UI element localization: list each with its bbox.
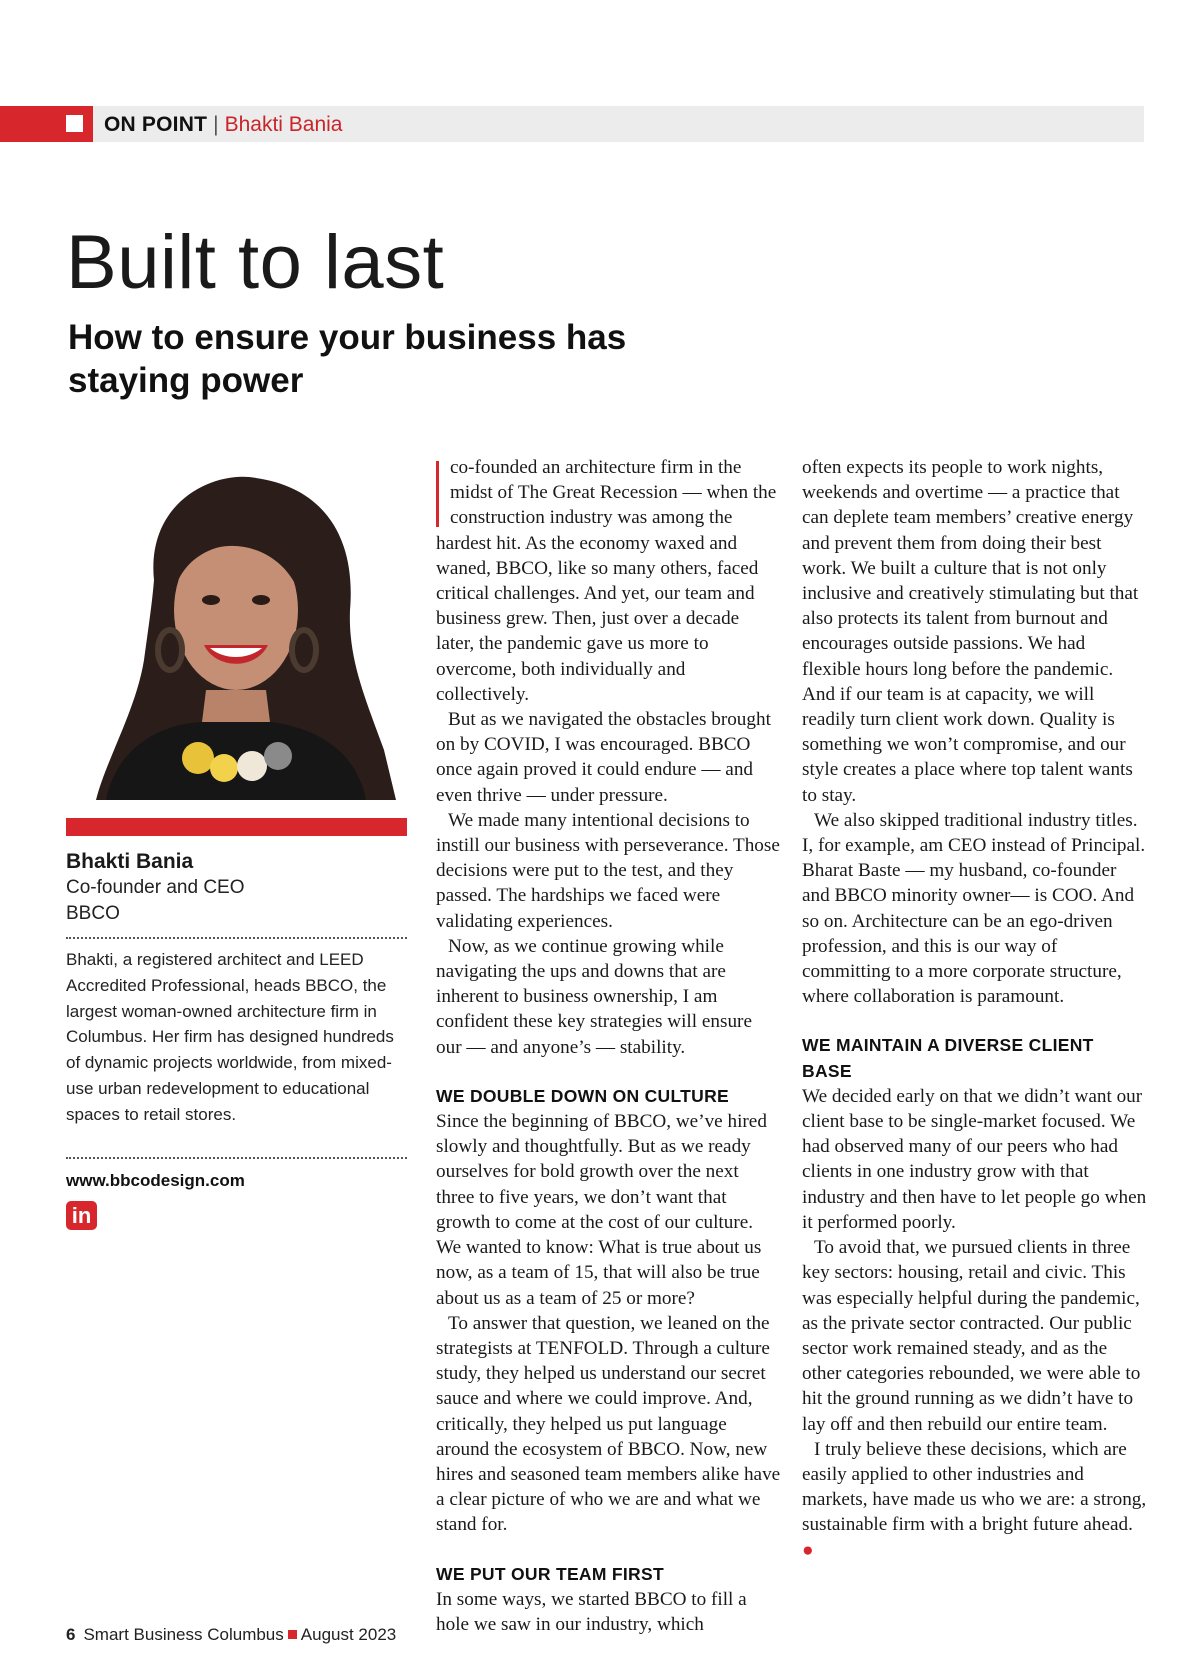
- paragraph: [802, 1437, 1147, 1563]
- paragraph: Now, as we continue growing while navigating the ups and downs that are inherent to business ownership, I am confident these key strategies will ensure our — and anyone’s — stability.: [436, 935, 752, 1058]
- section-heading: WE MAINTAIN A DIVERSE CLIENT BASE: [802, 1035, 1094, 1081]
- paragraph-text: I truly believe these decisions, which are easily applied to other industries and markets, have made us who we are: a strong, sustainable firm with a bright future ahead.: [802, 1438, 1147, 1536]
- divider: [66, 937, 407, 939]
- section-heading: WE DOUBLE DOWN ON CULTURE: [436, 1085, 729, 1106]
- bio-accent-bar: [66, 818, 407, 836]
- header-square-icon: [66, 115, 83, 132]
- paragraph: To answer that question, we leaned on the strategists at TENFOLD. Through a culture study, they helped us understand our secret sauce and where we could improve. And, critically, they helped us put language around the ecosystem of BBCO. Now, new hires and seasoned team members alike have a clear picture of who we are and what we stand for.: [436, 1312, 781, 1536]
- header-separator: |: [213, 113, 219, 136]
- bio-company: BBCO: [66, 903, 120, 924]
- paragraph-text: co-founded an architecture firm in the midst of The Great Recession — when the construction industry was among the hardest hit. As the economy waxed and waned, BBCO, like so many others, faced critical challenges. And yet, our team and business grew. Then, just over a decade later, the pandemic gave us more to overcome, both individually and collectively.: [436, 457, 777, 705]
- paragraph: often expects its people to work nights, weekends and overtime — a practice that can deplete team members’ creative energy and prevent them from doing their best work. We built a culture that is not only inclusive and creatively stimulating but that also protects its talent from burnout and encourages outside passions. We had flexible hours long before the pandemic. And if our team is at capacity, we will readily turn client work down. Quality is something we won’t compromise, and our style creates a place where top talent wants to stay.: [802, 457, 1139, 806]
- paragraph: We made many intentional decisions to instill our business with perseverance. Those decisions were put to the test, and they passed. The hardships we faced were validating experiences.: [436, 809, 780, 932]
- paragraph: We also skipped traditional industry titles. I, for example, am CEO instead of Principal. Bharat Baste — my husband, co-founder and BBCO minority owner— is COO. And so on. Architecture can be an ego-driven profession, and this is our way of committing to a more corporate structure, where collaboration is paramount.: [802, 809, 1146, 1008]
- paragraph: To avoid that, we pursued clients in three key sectors: housing, retail and civic. This was especially helpful during the pandemic, as the private sector contracted. Our public sector work remained steady, and as the other categories rebounded, we were able to hit the ground running as we didn’t have to lay off and then rebuild our entire team.: [802, 1237, 1141, 1435]
- bio-name: Bhakti Bania: [66, 850, 194, 873]
- publication-name: Smart Business Columbus: [83, 1625, 284, 1644]
- website-link[interactable]: www.bbcodesign.com: [66, 1171, 245, 1190]
- paragraph: But as we navigated the obstacles brought on by COVID, I was encouraged. BBCO once again proved it could endure — and even thrive — under pressure.: [436, 709, 771, 806]
- issue-date: August 2023: [300, 1625, 397, 1644]
- bio-role: Co-founder and CEO: [66, 877, 245, 898]
- author-photo: [66, 460, 407, 800]
- article-subtitle: How to ensure your business has staying power: [68, 318, 627, 400]
- page-number: 6: [66, 1625, 76, 1644]
- footer-square-icon: [288, 1630, 297, 1639]
- linkedin-icon[interactable]: in: [66, 1201, 97, 1230]
- end-mark-icon: ●: [802, 1539, 814, 1561]
- section-heading: WE PUT OUR TEAM FIRST: [436, 1563, 664, 1584]
- article-title: Built to last: [66, 220, 445, 305]
- header-author: Bhakti Bania: [224, 113, 343, 136]
- divider: [66, 1157, 407, 1159]
- paragraph: [436, 455, 781, 707]
- bio-description: Bhakti, a registered architect and LEED Accredited Professional, heads BBCO, the largest woman-owned architecture firm in Columbus. Her firm has designed hundreds of dynamic projects worldwide, from mixed-use urban redevelopment to educational spaces to retail stores.: [66, 950, 394, 1124]
- section-label: ON POINT: [104, 113, 208, 136]
- drop-cap-bar: [436, 461, 439, 527]
- portrait-illustration: [66, 460, 407, 800]
- section-header: [104, 112, 343, 138]
- paragraph: We decided early on that we didn’t want our client base to be single-market focused. We had observed many of our peers who had clients in one industry grow with that industry and then have to let people go when it performed poorly.: [802, 1085, 1147, 1233]
- article-column-2: [802, 455, 1147, 1563]
- article-column-1: [436, 455, 781, 1637]
- page-footer: [66, 1624, 396, 1646]
- paragraph: In some ways, we started BBCO to fill a hole we saw in our industry, which: [436, 1588, 747, 1635]
- paragraph: Since the beginning of BBCO, we’ve hired slowly and thoughtfully. But as we ready ourselves for bold growth over the next three to five years, we don’t want that growth to come at the cost of our culture. We wanted to know: What is true about us now, as a team of 15, that will also be true about us as a team of 25 or more?: [436, 1111, 767, 1309]
